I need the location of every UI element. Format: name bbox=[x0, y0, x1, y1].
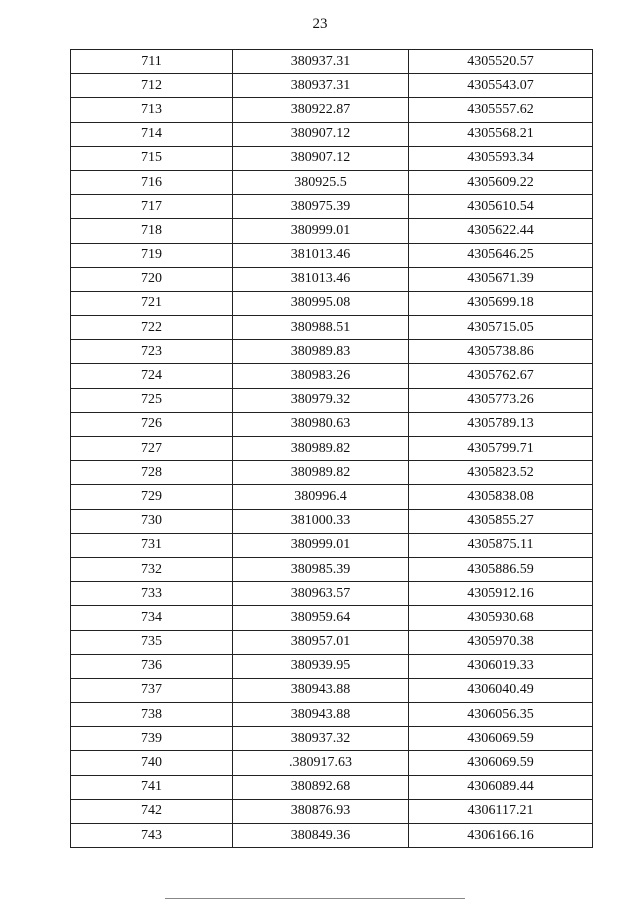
coordinates-table-body bbox=[71, 50, 593, 848]
y-coordinate-cell: 4305762.67 bbox=[409, 364, 593, 388]
x-coordinate-cell: 380937.31 bbox=[233, 50, 409, 74]
table-row bbox=[71, 364, 593, 388]
table-row bbox=[71, 799, 593, 823]
y-coordinate-cell: 4306069.59 bbox=[409, 751, 593, 775]
y-coordinate-cell: 4305671.39 bbox=[409, 267, 593, 291]
table-row bbox=[71, 195, 593, 219]
table-row bbox=[71, 437, 593, 461]
y-coordinate-cell: 4305773.26 bbox=[409, 388, 593, 412]
table-row bbox=[71, 678, 593, 702]
table-row bbox=[71, 50, 593, 74]
x-coordinate-cell: .380917.63 bbox=[233, 751, 409, 775]
y-coordinate-cell: 4305593.34 bbox=[409, 146, 593, 170]
point-number-cell: 734 bbox=[71, 606, 233, 630]
table-row bbox=[71, 388, 593, 412]
y-coordinate-cell: 4305520.57 bbox=[409, 50, 593, 74]
x-coordinate-cell: 380959.64 bbox=[233, 606, 409, 630]
y-coordinate-cell: 4305646.25 bbox=[409, 243, 593, 267]
point-number-cell: 727 bbox=[71, 437, 233, 461]
y-coordinate-cell: 4305838.08 bbox=[409, 485, 593, 509]
y-coordinate-cell: 4305886.59 bbox=[409, 557, 593, 581]
point-number-cell: 731 bbox=[71, 533, 233, 557]
x-coordinate-cell: 380975.39 bbox=[233, 195, 409, 219]
point-number-cell: 718 bbox=[71, 219, 233, 243]
point-number-cell: 720 bbox=[71, 267, 233, 291]
point-number-cell: 715 bbox=[71, 146, 233, 170]
y-coordinate-cell: 4305855.27 bbox=[409, 509, 593, 533]
table-row bbox=[71, 243, 593, 267]
y-coordinate-cell: 4306117.21 bbox=[409, 799, 593, 823]
x-coordinate-cell: 380957.01 bbox=[233, 630, 409, 654]
point-number-cell: 742 bbox=[71, 799, 233, 823]
table-row bbox=[71, 461, 593, 485]
x-coordinate-cell: 380907.12 bbox=[233, 146, 409, 170]
x-coordinate-cell: 380999.01 bbox=[233, 219, 409, 243]
y-coordinate-cell: 4305557.62 bbox=[409, 98, 593, 122]
table-row bbox=[71, 654, 593, 678]
y-coordinate-cell: 4305609.22 bbox=[409, 170, 593, 194]
x-coordinate-cell: 380988.51 bbox=[233, 316, 409, 340]
table-row bbox=[71, 219, 593, 243]
y-coordinate-cell: 4306069.59 bbox=[409, 727, 593, 751]
coordinates-table bbox=[70, 49, 593, 848]
x-coordinate-cell: 380979.32 bbox=[233, 388, 409, 412]
point-number-cell: 739 bbox=[71, 727, 233, 751]
table-row bbox=[71, 557, 593, 581]
x-coordinate-cell: 380996.4 bbox=[233, 485, 409, 509]
y-coordinate-cell: 4305543.07 bbox=[409, 74, 593, 98]
point-number-cell: 724 bbox=[71, 364, 233, 388]
y-coordinate-cell: 4305799.71 bbox=[409, 437, 593, 461]
table-row bbox=[71, 122, 593, 146]
point-number-cell: 713 bbox=[71, 98, 233, 122]
point-number-cell: 711 bbox=[71, 50, 233, 74]
point-number-cell: 719 bbox=[71, 243, 233, 267]
point-number-cell: 737 bbox=[71, 678, 233, 702]
y-coordinate-cell: 4305875.11 bbox=[409, 533, 593, 557]
y-coordinate-cell: 4305568.21 bbox=[409, 122, 593, 146]
y-coordinate-cell: 4305970.38 bbox=[409, 630, 593, 654]
y-coordinate-cell: 4305912.16 bbox=[409, 582, 593, 606]
point-number-cell: 743 bbox=[71, 824, 233, 848]
x-coordinate-cell: 381013.46 bbox=[233, 243, 409, 267]
y-coordinate-cell: 4306166.16 bbox=[409, 824, 593, 848]
point-number-cell: 736 bbox=[71, 654, 233, 678]
x-coordinate-cell: 380963.57 bbox=[233, 582, 409, 606]
point-number-cell: 729 bbox=[71, 485, 233, 509]
y-coordinate-cell: 4305738.86 bbox=[409, 340, 593, 364]
table-row bbox=[71, 74, 593, 98]
table-row bbox=[71, 606, 593, 630]
page-number: 23 bbox=[312, 16, 328, 32]
x-coordinate-cell: 380937.31 bbox=[233, 74, 409, 98]
table-row bbox=[71, 98, 593, 122]
table-row bbox=[71, 340, 593, 364]
point-number-cell: 741 bbox=[71, 775, 233, 799]
table-row bbox=[71, 170, 593, 194]
table-row bbox=[71, 582, 593, 606]
y-coordinate-cell: 4305699.18 bbox=[409, 291, 593, 315]
x-coordinate-cell: 380849.36 bbox=[233, 824, 409, 848]
x-coordinate-cell: 380907.12 bbox=[233, 122, 409, 146]
point-number-cell: 714 bbox=[71, 122, 233, 146]
x-coordinate-cell: 380989.82 bbox=[233, 437, 409, 461]
point-number-cell: 721 bbox=[71, 291, 233, 315]
table-row bbox=[71, 775, 593, 799]
x-coordinate-cell: 380943.88 bbox=[233, 703, 409, 727]
y-coordinate-cell: 4306089.44 bbox=[409, 775, 593, 799]
table-row bbox=[71, 267, 593, 291]
x-coordinate-cell: 380922.87 bbox=[233, 98, 409, 122]
point-number-cell: 728 bbox=[71, 461, 233, 485]
x-coordinate-cell: 380980.63 bbox=[233, 412, 409, 436]
point-number-cell: 740 bbox=[71, 751, 233, 775]
x-coordinate-cell: 380989.83 bbox=[233, 340, 409, 364]
y-coordinate-cell: 4305622.44 bbox=[409, 219, 593, 243]
table-row bbox=[71, 509, 593, 533]
x-coordinate-cell: 380892.68 bbox=[233, 775, 409, 799]
y-coordinate-cell: 4305789.13 bbox=[409, 412, 593, 436]
table-row bbox=[71, 630, 593, 654]
point-number-cell: 735 bbox=[71, 630, 233, 654]
point-number-cell: 730 bbox=[71, 509, 233, 533]
table-row bbox=[71, 316, 593, 340]
point-number-cell: 722 bbox=[71, 316, 233, 340]
y-coordinate-cell: 4306019.33 bbox=[409, 654, 593, 678]
point-number-cell: 725 bbox=[71, 388, 233, 412]
x-coordinate-cell: 380925.5 bbox=[233, 170, 409, 194]
y-coordinate-cell: 4305610.54 bbox=[409, 195, 593, 219]
table-row bbox=[71, 146, 593, 170]
y-coordinate-cell: 4305715.05 bbox=[409, 316, 593, 340]
table-row bbox=[71, 412, 593, 436]
y-coordinate-cell: 4305823.52 bbox=[409, 461, 593, 485]
table-row bbox=[71, 533, 593, 557]
point-number-cell: 716 bbox=[71, 170, 233, 194]
x-coordinate-cell: 381013.46 bbox=[233, 267, 409, 291]
table-row bbox=[71, 485, 593, 509]
footer-divider bbox=[165, 898, 465, 899]
x-coordinate-cell: 380943.88 bbox=[233, 678, 409, 702]
table-row bbox=[71, 727, 593, 751]
x-coordinate-cell: 380983.26 bbox=[233, 364, 409, 388]
point-number-cell: 712 bbox=[71, 74, 233, 98]
point-number-cell: 733 bbox=[71, 582, 233, 606]
x-coordinate-cell: 380985.39 bbox=[233, 557, 409, 581]
table-row bbox=[71, 703, 593, 727]
x-coordinate-cell: 380937.32 bbox=[233, 727, 409, 751]
point-number-cell: 723 bbox=[71, 340, 233, 364]
point-number-cell: 738 bbox=[71, 703, 233, 727]
x-coordinate-cell: 381000.33 bbox=[233, 509, 409, 533]
y-coordinate-cell: 4305930.68 bbox=[409, 606, 593, 630]
x-coordinate-cell: 380939.95 bbox=[233, 654, 409, 678]
point-number-cell: 732 bbox=[71, 557, 233, 581]
table-row bbox=[71, 824, 593, 848]
x-coordinate-cell: 380876.93 bbox=[233, 799, 409, 823]
y-coordinate-cell: 4306056.35 bbox=[409, 703, 593, 727]
x-coordinate-cell: 380989.82 bbox=[233, 461, 409, 485]
x-coordinate-cell: 380999.01 bbox=[233, 533, 409, 557]
x-coordinate-cell: 380995.08 bbox=[233, 291, 409, 315]
table-row bbox=[71, 751, 593, 775]
point-number-cell: 726 bbox=[71, 412, 233, 436]
table-row bbox=[71, 291, 593, 315]
y-coordinate-cell: 4306040.49 bbox=[409, 678, 593, 702]
point-number-cell: 717 bbox=[71, 195, 233, 219]
